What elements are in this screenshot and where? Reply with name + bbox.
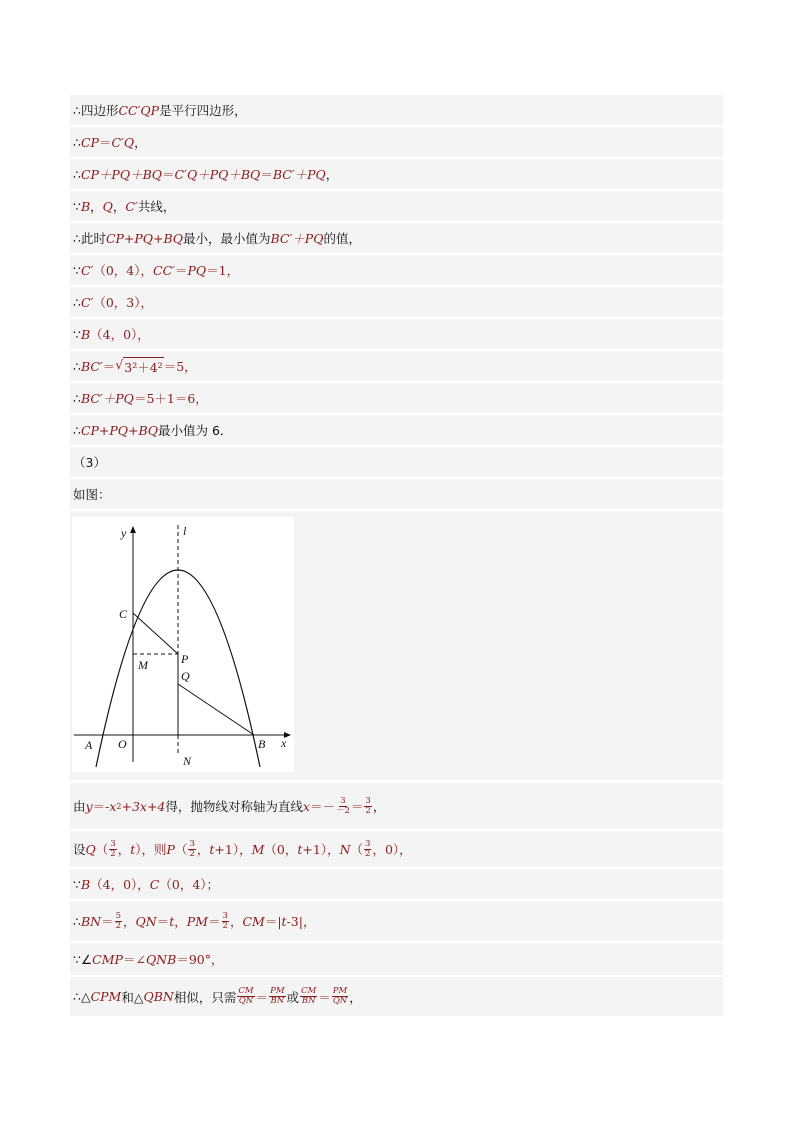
text: ∵ — [73, 876, 81, 892]
text: ∵∠ — [73, 951, 93, 967]
math: ＝5＋1＝6， — [133, 391, 208, 406]
math: ， — [117, 842, 131, 857]
line-2 — [70, 127, 723, 158]
math: -x — [105, 798, 117, 814]
numerator: CM — [301, 986, 317, 996]
text: 如图： — [73, 487, 111, 502]
math: CP — [80, 134, 99, 150]
parabola-figure — [72, 517, 294, 772]
math: C′ — [80, 262, 94, 278]
numerator: 3 — [365, 838, 371, 849]
math: B — [80, 876, 91, 892]
math: t — [209, 841, 215, 857]
math-op: ＝ — [92, 799, 106, 814]
text: ∵ — [73, 262, 81, 278]
text: 或 — [286, 989, 300, 1005]
math: C′ — [80, 294, 94, 310]
line-7 — [70, 287, 723, 318]
numerator: 5 — [115, 910, 122, 921]
text: ∴ — [73, 422, 81, 438]
line-18 — [70, 943, 723, 976]
text: ， — [372, 799, 386, 814]
math: +3x+4 — [121, 798, 166, 814]
radicand: 3²＋4² — [123, 357, 163, 376]
math: （ — [95, 842, 109, 857]
numerator: 3 — [222, 910, 228, 921]
label-x: x — [281, 736, 287, 750]
math: PM — [186, 913, 208, 929]
math: （0，4）； — [159, 877, 220, 892]
math: QNB — [145, 951, 177, 967]
text: ∴ — [73, 166, 81, 182]
numerator: 3 — [365, 795, 371, 806]
math-op: ＝ — [260, 167, 273, 182]
text: ， — [90, 199, 103, 214]
text: ， — [112, 199, 126, 214]
math: B — [80, 326, 91, 342]
text: ∵ — [73, 326, 81, 342]
math: （4，0）， — [90, 877, 150, 892]
math-op: ＝ — [255, 989, 269, 1005]
fraction — [188, 840, 195, 859]
fraction — [336, 797, 350, 816]
math: C′ — [125, 198, 138, 214]
math-op: ＝ — [350, 799, 364, 814]
math: QBN — [143, 989, 174, 1004]
math-op: ＝ — [174, 263, 188, 278]
line-6 — [70, 255, 723, 286]
math: CP+PQ+BQ — [105, 230, 183, 246]
math: QN — [135, 913, 157, 929]
denominator: BN — [301, 996, 316, 1006]
math: BC′＋PQ — [272, 167, 326, 182]
math: PQ — [187, 262, 207, 278]
line-4 — [70, 191, 723, 222]
label-n: N — [183, 754, 192, 768]
math: CC′ — [153, 262, 175, 278]
denominator: 2 — [365, 848, 371, 859]
math: CPM — [90, 989, 122, 1004]
text: 由 — [73, 799, 86, 814]
text: ∴ — [73, 913, 81, 929]
label-p: P — [181, 652, 189, 666]
fraction — [332, 987, 348, 1006]
text: ∴ — [73, 134, 81, 150]
text: 得，抛物线对称轴为直线 — [165, 799, 303, 814]
math: C — [149, 876, 160, 892]
math: ），则 — [135, 842, 167, 857]
math: CP+PQ+BQ — [80, 422, 158, 438]
math-op: ＝－ — [309, 799, 335, 814]
segment-cp — [133, 613, 178, 654]
math: N — [339, 841, 351, 857]
text: ∴此时 — [73, 231, 106, 246]
text: ∴△ — [73, 989, 91, 1004]
line-16 — [70, 869, 723, 900]
line-5 — [70, 223, 723, 254]
denominator: 2 — [222, 920, 228, 931]
denominator: 2 — [110, 848, 116, 859]
label-q: Q — [181, 669, 190, 683]
denominator: 2 — [115, 920, 122, 931]
line-14 — [70, 783, 723, 830]
line-1 — [70, 95, 723, 126]
line-19 — [70, 977, 723, 1017]
math: （0， — [264, 842, 298, 857]
math: ＝90°， — [176, 952, 224, 967]
line-17 — [70, 901, 723, 942]
math: （ — [174, 842, 188, 857]
numerator: PM — [332, 986, 348, 996]
math-op: ＝ — [98, 135, 112, 150]
math: ，0）， — [372, 842, 412, 857]
text: ， — [349, 989, 362, 1005]
line-10 — [70, 383, 723, 414]
denominator: BN — [270, 996, 285, 1006]
fraction — [300, 987, 317, 1006]
fraction — [222, 912, 229, 931]
math: B — [80, 198, 91, 214]
math: P — [166, 841, 175, 857]
text: ∵ — [73, 198, 81, 214]
text: ， — [134, 135, 147, 150]
exponent: 2 — [116, 801, 122, 811]
fraction — [269, 987, 285, 1006]
math-op: ＝ — [101, 914, 114, 929]
math: +1）， — [214, 842, 252, 857]
fraction — [364, 840, 371, 859]
text: 和△ — [121, 989, 144, 1005]
math: ， — [123, 914, 136, 929]
math: ， — [229, 914, 243, 929]
fraction — [237, 987, 254, 1006]
label-m: M — [138, 658, 148, 672]
math: CC′QP — [118, 102, 160, 118]
label-b: B — [258, 737, 266, 751]
math-op: ＝ — [102, 359, 116, 374]
math: ， — [196, 842, 210, 857]
math: （4，0）， — [90, 327, 150, 342]
math: CMP — [92, 951, 123, 967]
math: BC′＋PQ — [270, 231, 324, 246]
math: C′Q＋PQ＋BQ — [174, 167, 261, 182]
math: ＝| — [264, 914, 282, 929]
math-op: ＝ — [156, 914, 170, 929]
line-15 — [70, 831, 723, 868]
label-l: l — [183, 524, 187, 538]
line-12 — [70, 447, 723, 478]
denominator: QN — [332, 996, 348, 1006]
math-op: ＝ — [162, 167, 175, 182]
numerator: CM — [238, 986, 254, 996]
math: ， — [174, 914, 187, 929]
math: x — [302, 798, 310, 814]
text: 是平行四边形， — [159, 103, 247, 118]
denominator: －2 — [335, 805, 350, 816]
math: ＝5， — [163, 359, 197, 374]
math: ＝1， — [206, 263, 240, 278]
math: y — [85, 798, 93, 814]
math: CP＋PQ＋BQ — [80, 167, 163, 182]
sqrt: √ 3²＋4² — [115, 356, 163, 375]
fraction — [364, 797, 371, 816]
math: t — [281, 913, 287, 929]
text: ∴ — [73, 358, 81, 374]
text: ， — [325, 167, 339, 182]
text: ∴ — [73, 390, 81, 406]
denominator: 2 — [365, 805, 371, 816]
denominator: QN — [238, 996, 254, 1006]
line-3 — [70, 159, 723, 190]
math: BN — [80, 913, 102, 929]
math: （0，4）， — [93, 263, 154, 278]
math: t — [130, 841, 136, 857]
math: C′Q — [111, 134, 135, 150]
line-9 — [70, 351, 723, 382]
text: ∴ — [73, 294, 81, 310]
label-o: O — [118, 737, 127, 751]
numerator: PM — [270, 986, 285, 996]
line-8 — [70, 319, 723, 350]
text: （3） — [73, 455, 106, 470]
line-13 — [70, 479, 723, 510]
figure-svg — [72, 517, 294, 772]
text: 相似，只需 — [173, 989, 237, 1005]
math: -3|， — [286, 914, 316, 929]
text: 最小值为 6． — [157, 423, 233, 438]
math: （ — [350, 842, 364, 857]
text: 最小，最小值为 — [182, 231, 271, 246]
text: ∴四边形 — [73, 103, 119, 118]
numerator: 3 — [110, 838, 116, 849]
numerator: 3 — [340, 795, 346, 806]
math: ＝∠ — [122, 952, 146, 967]
math: t — [297, 841, 303, 857]
line-11 — [70, 415, 723, 446]
label-y: y — [121, 526, 127, 540]
label-c: C — [119, 607, 128, 621]
fraction — [115, 912, 122, 931]
math: CM — [242, 913, 265, 929]
math: BC′＋PQ — [80, 391, 134, 406]
math: Q — [85, 841, 96, 857]
math-op: ＝ — [318, 989, 331, 1005]
label-a: A — [85, 738, 93, 752]
math: BC′ — [80, 358, 103, 374]
text: 的值， — [323, 231, 361, 246]
math: +1）， — [302, 842, 340, 857]
math: Q — [102, 198, 113, 214]
denominator: 2 — [189, 848, 195, 859]
math-op: ＝ — [208, 914, 221, 929]
numerator: 3 — [189, 838, 195, 849]
text: 设 — [73, 842, 86, 857]
text: 共线， — [137, 199, 176, 214]
math: t — [169, 913, 175, 929]
math: （0，3）， — [93, 295, 154, 310]
fraction — [109, 840, 116, 859]
math: M — [251, 841, 265, 857]
